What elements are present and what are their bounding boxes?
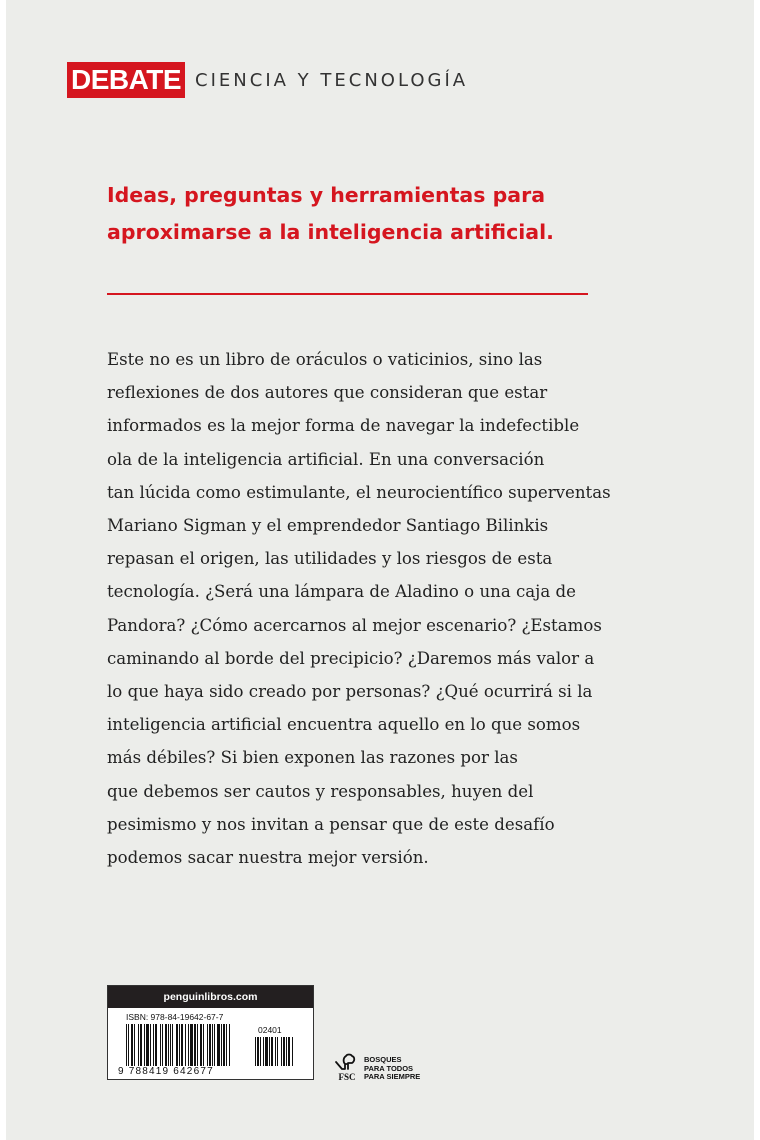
barcode-bar [207,1024,208,1066]
fsc-label: FSC [338,1072,356,1082]
synopsis-line: tecnología. ¿Será una lámpara de Aladino o una caja de [107,582,576,602]
barcode-bar [153,1024,154,1066]
fsc-logo [334,1052,360,1082]
barcode-bar [212,1024,213,1066]
barcode-bar [155,1024,157,1066]
addon-barcode-bars [255,1037,307,1066]
synopsis-line: caminando al borde del precipicio? ¿Daremos más valor a [107,648,595,668]
barcode-bar [223,1024,225,1066]
barcode-bar [188,1024,189,1066]
barcode-bar [217,1024,220,1066]
website-label: penguinlibros.com [108,986,313,1008]
barcode-bars [126,1024,248,1066]
barcode-bar [260,1037,261,1066]
barcode-bar [134,1024,135,1066]
barcode-bar [190,1024,193,1066]
synopsis [107,343,667,874]
barcode-bar [292,1037,293,1066]
synopsis-line: reflexiones de dos autores que consideran que estar [107,383,548,403]
barcode-panel [107,985,314,1080]
barcode-bar [200,1024,202,1066]
fsc-slogan-line: BOSQUES [364,1055,402,1064]
synopsis-line: Mariano Sigman y el emprendedor Santiago Bilinkis [107,516,549,536]
synopsis-line: Pandora? ¿Cómo acercarnos al mejor escenario? ¿Estamos [107,615,602,635]
synopsis-line: pesimismo y nos invitan a pensar que de este desafío [107,814,555,834]
isbn-label: ISBN: 978-84-19642-67-7 [126,1012,224,1022]
barcode-bar [160,1024,161,1066]
synopsis-line: lo que haya sido creado por personas? ¿Qué ocurrirá si la [107,682,593,702]
fsc-slogan-line: PARA SIEMPRE [364,1072,421,1081]
synopsis-line: inteligencia artificial encuentra aquello en lo que somos [107,715,581,735]
barcode-bar [288,1037,290,1066]
barcode-bar [181,1024,183,1066]
barcode-bar [146,1024,149,1066]
publisher-header [67,62,468,98]
barcode-bar [144,1024,145,1066]
barcode-bar [138,1024,139,1066]
barcode-bar [269,1037,270,1066]
barcode-bar [162,1024,163,1066]
barcode-bar [281,1037,282,1066]
barcode-bar [283,1037,285,1066]
tree-check-icon [334,1052,360,1072]
divider [107,293,588,295]
collection-name: CIENCIA Y TECNOLOGÍA [195,69,469,91]
barcode-bar [140,1024,142,1066]
barcode-bar [263,1037,264,1066]
barcode-bar [214,1024,215,1066]
barcode-bar [170,1024,171,1066]
barcode-bar [165,1024,167,1066]
synopsis-line: más débiles? Si bien exponen las razones por las [107,748,518,768]
barcode-bar [229,1024,230,1066]
book-back-cover [6,0,754,1140]
synopsis-line: informados es la mejor forma de navegar la indefectible [107,416,580,436]
barcode-bar [179,1024,180,1066]
fsc-slogan-line: PARA TODOS [364,1063,414,1073]
barcode-bar [226,1024,227,1066]
tagline-line: Ideas, preguntas y herramientas para [107,183,546,207]
barcode-bar [203,1024,204,1066]
fsc-badge [334,1052,420,1082]
publisher-logo: DEBATE [67,62,185,98]
synopsis-line: repasan el origen, las utilidades y los riesgos de esta [107,549,553,569]
barcode-bar [221,1024,222,1066]
synopsis-line: podemos sacar nuestra mejor versión. [107,848,429,868]
tagline [107,177,667,251]
fsc-slogan [364,1056,420,1082]
synopsis-line: tan lúcida como estimulante, el neurocientífico superventas [107,482,611,502]
barcode-digits: 9 788419 642677 [118,1066,214,1077]
barcode-bar [150,1024,151,1066]
barcode-bar [168,1024,169,1066]
barcode-bar [126,1024,127,1066]
barcode-bar [185,1024,186,1066]
barcode-bar [255,1037,256,1066]
tagline-line: aproximarse a la inteligencia artificial. [107,220,554,244]
barcode-bar [209,1024,211,1066]
barcode-bar [286,1037,287,1066]
barcode-bar [172,1024,173,1066]
barcode-bar [176,1024,178,1066]
barcode-bar [275,1037,276,1066]
barcode-bar [131,1024,133,1066]
barcode-bar [194,1024,196,1066]
barcode-bar [277,1037,278,1066]
barcode-bar [128,1024,129,1066]
barcode-bar [257,1037,259,1066]
barcode-bar [271,1037,273,1066]
synopsis-line: que debemos ser cautos y responsables, huyen del [107,781,534,801]
synopsis-line: ola de la inteligencia artificial. En una conversación [107,449,545,469]
barcode-bar [197,1024,198,1066]
synopsis-line: Este no es un libro de oráculos o vaticinios, sino las [107,350,543,369]
addon-code: 02401 [258,1025,282,1035]
barcode-bar [265,1037,268,1066]
